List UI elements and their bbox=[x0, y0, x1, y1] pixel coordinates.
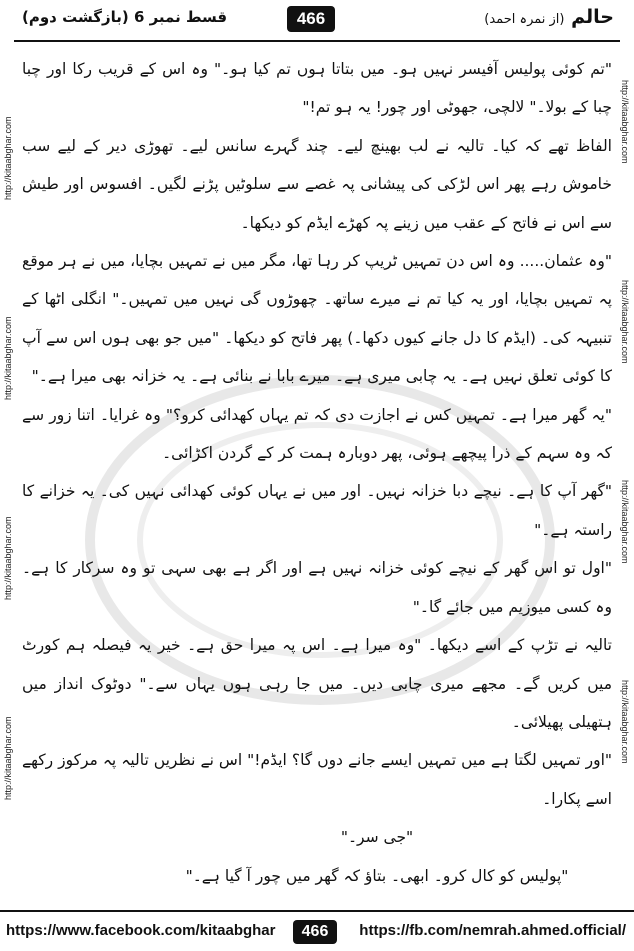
paragraph: "پولیس کو کال کرو۔ ابھی۔ بتاؤ کہ گھر میں چور آ گیا ہے۔" bbox=[185, 866, 569, 885]
page-body bbox=[22, 50, 612, 895]
paragraph: الفاظ تھے کہ کیا۔ تالیہ نے لب بھینچ لیے۔ چند گہرے سانس لیے۔ تھوڑی دیر کے لیے سب خاموش رہے پھر اس لڑکی کی پیشانی پہ غصے سے سلوٹیں پڑنے لگیں۔ افسوس اور طیش سے اس نے فاتح کے عقب میں زینے پہ کھڑے ایڈم کو دیکھا۔ bbox=[22, 136, 612, 232]
facebook-link[interactable]: https://www.facebook.com/kitaabghar bbox=[6, 922, 276, 939]
paragraph: "یہ گھر میرا ہے۔ تمہیں کس نے اجازت دی کہ تم یہاں کھدائی کرو؟" وہ غرایا۔ اتنا زور سے کہ وہ سہم کے ذرا پیچھے ہوئی، پھر دوبارہ ہمت کر کے گردن اکڑائی۔ bbox=[22, 405, 612, 463]
paragraph: "گھر آپ کا ہے۔ نیچے دبا خزانہ نہیں۔ اور میں نے یہاں کوئی کھدائی نہیں کی۔ یہ خزانے کا راستہ ہے۔" bbox=[22, 482, 612, 539]
header-page-number: 466 bbox=[287, 6, 335, 32]
side-url: http://kitaabghar.com bbox=[620, 80, 630, 164]
side-url: http://kitaabghar.com bbox=[620, 480, 630, 564]
side-url: http://kitaabghar.com bbox=[3, 316, 13, 400]
paragraph: "اور تمہیں لگتا ہے میں تمہیں ایسے جانے دوں گا؟ ایڈم!" اس نے نظریں تالیہ پہ مرکوز رکھے اسے پکارا۔ bbox=[22, 751, 612, 808]
side-url: http://kitaabghar.com bbox=[3, 516, 13, 600]
footer-page-number: 466 bbox=[293, 920, 337, 944]
book-title: حالم bbox=[571, 6, 614, 28]
paragraph: "تم کوئی پولیس آفیسر نہیں ہو۔ میں بتاتا ہوں تم کیا ہو۔" وہ اس کے قریب رکا اور چبا چبا کے بولا۔" لالچی، جھوٹی اور چور! یہ ہو تم!" bbox=[22, 60, 612, 117]
episode-label: قسط نمبر 6 (بازگشت دوم) bbox=[22, 8, 228, 26]
header-rule bbox=[14, 40, 620, 42]
paragraph: "وہ عثمان..... وہ اس دن تمہیں ٹریپ کر رہا تھا، مگر میں نے تمہیں بچایا، میں نے ہر موقع پہ تمہیں بچایا، اور یہ کیا تم نے میرے ساتھ۔ چھوڑوں گی نہیں میں تمہیں۔" انگلی اٹھا کے تنبیہہ کی۔ (ایڈم کا دل جانے کیوں دکھا۔) پھر فاتح کو دیکھا۔ "میں جو بھی ہوں اس سے آپ کا کوئی تعلق نہیں ہے۔ یہ چابی میری ہے۔ میرے بابا نے بنائی ہے۔ یہ خزانہ بھی میرا ہے۔" bbox=[22, 252, 612, 386]
side-url: http://kitaabghar.com bbox=[620, 280, 630, 364]
author-facebook-link[interactable]: https://fb.com/nemrah.ahmed.official/ bbox=[359, 922, 626, 939]
paragraph: تالیہ نے تڑپ کے اسے دیکھا۔ "وہ میرا ہے۔ اس پہ میرا حق ہے۔ خیر یہ فیصلہ ہم کورٹ میں کریں گے۔ مجھے میری چابی دیں۔ میں جا رہی ہوں یہاں سے۔" دوٹوک انداز میں ہتھیلی پھیلائی۔ bbox=[22, 636, 612, 731]
side-url: http://kitaabghar.com bbox=[3, 716, 13, 800]
side-url: http://kitaabghar.com bbox=[3, 116, 13, 200]
side-url: http://kitaabghar.com bbox=[620, 680, 630, 764]
page-footer bbox=[0, 910, 634, 951]
paragraph: "اول تو اس گھر کے نیچے کوئی خزانہ نہیں ہے اور اگر ہے بھی سہی تو وہ سرکار کا ہے۔ وہ کسی میوزیم میں جائے گا۔" bbox=[22, 559, 612, 616]
page-header bbox=[0, 0, 634, 46]
book-title-block bbox=[484, 6, 614, 28]
book-author: (از نمرہ احمد) bbox=[484, 12, 565, 27]
paragraph: "جی سر۔" bbox=[340, 828, 414, 847]
